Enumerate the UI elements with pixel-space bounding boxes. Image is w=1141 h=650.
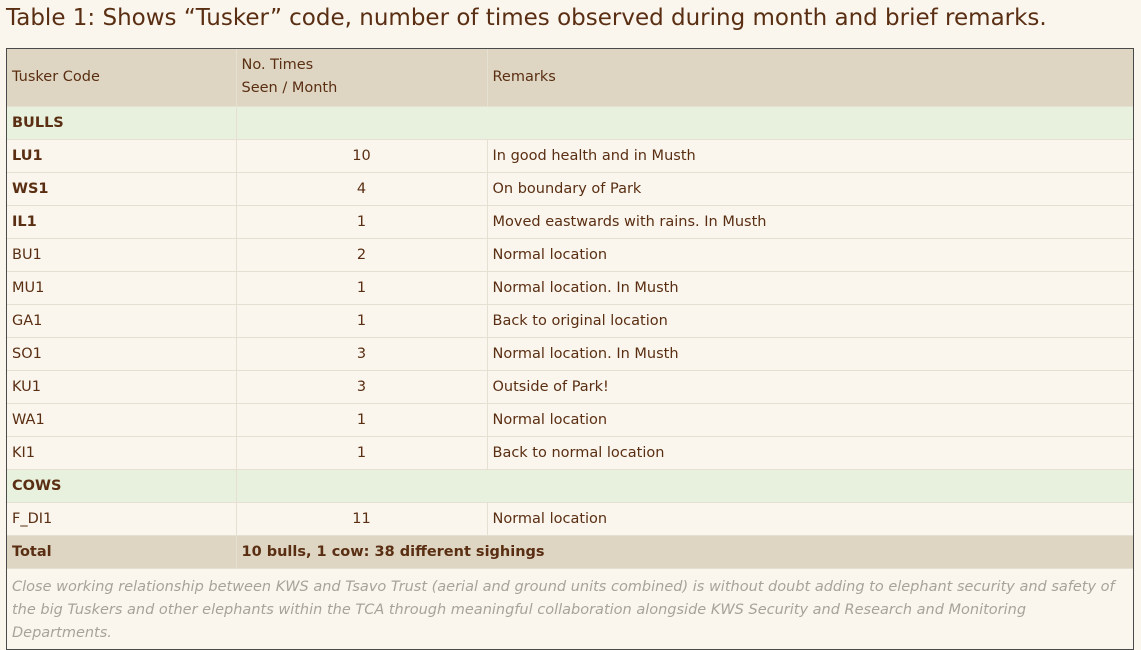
remarks: Normal location (487, 238, 1133, 271)
header-times-seen (236, 49, 487, 106)
table-caption: Table 1: Shows “Tusker” code, number of times observed during month and brief remarks. (6, 5, 1047, 31)
tusker-table (7, 49, 1133, 568)
times-seen: 2 (236, 238, 487, 271)
table-row (7, 502, 1133, 535)
table-row (7, 337, 1133, 370)
tusker-code: KI1 (7, 436, 236, 469)
total-value: 10 bulls, 1 cow: 38 different sighings (236, 535, 1133, 568)
tusker-code: BU1 (7, 238, 236, 271)
section-row-cows (7, 469, 1133, 502)
table-row (7, 370, 1133, 403)
table-row (7, 403, 1133, 436)
table-row (7, 172, 1133, 205)
tusker-code: KU1 (7, 370, 236, 403)
tusker-code: F_DI1 (7, 502, 236, 535)
section-label: COWS (7, 469, 236, 502)
remarks: Moved eastwards with rains. In Musth (487, 205, 1133, 238)
times-seen: 1 (236, 271, 487, 304)
total-row (7, 535, 1133, 568)
remarks: In good health and in Musth (487, 139, 1133, 172)
remarks: Normal location (487, 502, 1133, 535)
remarks: Normal location. In Musth (487, 337, 1133, 370)
table-note: Close working relationship between KWS and Tsavo Trust (aerial and ground units combined) is without doubt adding to elephant security and safety of the big Tuskers and other elephants within the TCA through meaningful collaboration alongside KWS Security and Research and Monitoring Departments. (7, 568, 1133, 649)
tusker-code: WA1 (7, 403, 236, 436)
remarks: Back to original location (487, 304, 1133, 337)
section-fill (236, 469, 1133, 502)
times-seen: 1 (236, 205, 487, 238)
times-seen: 11 (236, 502, 487, 535)
tusker-code: LU1 (7, 139, 236, 172)
tusker-table-container (6, 48, 1134, 650)
table-row (7, 205, 1133, 238)
remarks: Outside of Park! (487, 370, 1133, 403)
table-row (7, 304, 1133, 337)
section-label: BULLS (7, 106, 236, 139)
tusker-code: MU1 (7, 271, 236, 304)
remarks: Normal location. In Musth (487, 271, 1133, 304)
times-seen: 4 (236, 172, 487, 205)
times-seen: 10 (236, 139, 487, 172)
times-seen: 1 (236, 436, 487, 469)
table-row (7, 238, 1133, 271)
header-times-line1: No. Times (241, 57, 314, 74)
times-seen: 1 (236, 304, 487, 337)
tusker-code: IL1 (7, 205, 236, 238)
section-fill (236, 106, 1133, 139)
header-tusker-code: Tusker Code (7, 49, 236, 106)
header-row (7, 49, 1133, 106)
table-row (7, 436, 1133, 469)
tusker-code: GA1 (7, 304, 236, 337)
header-remarks: Remarks (487, 49, 1133, 106)
remarks: Normal location (487, 403, 1133, 436)
times-seen: 3 (236, 370, 487, 403)
table-row (7, 271, 1133, 304)
times-seen: 1 (236, 403, 487, 436)
remarks: Back to normal location (487, 436, 1133, 469)
times-seen: 3 (236, 337, 487, 370)
tusker-code: WS1 (7, 172, 236, 205)
remarks: On boundary of Park (487, 172, 1133, 205)
total-label: Total (7, 535, 236, 568)
header-times-line2: Seen / Month (241, 80, 338, 97)
tusker-code: SO1 (7, 337, 236, 370)
table-row (7, 139, 1133, 172)
section-row-bulls (7, 106, 1133, 139)
